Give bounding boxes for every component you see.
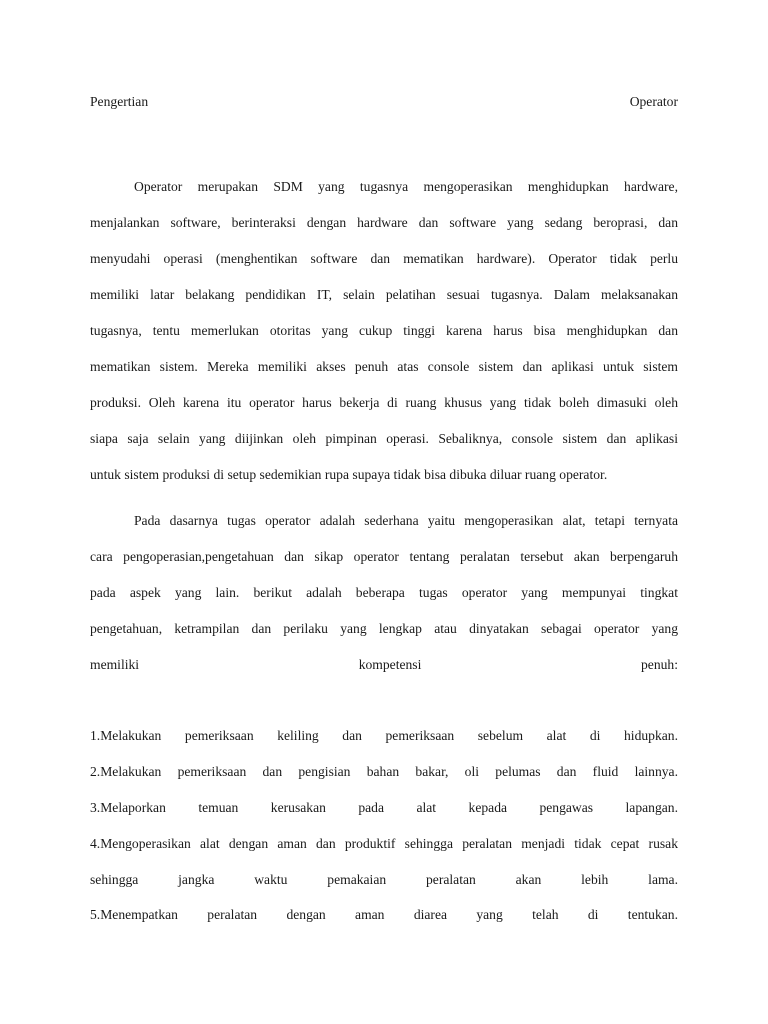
paragraph1-line: mematikan sistem. Mereka memiliki akses penuh atas console sistem dan aplikasi untuk sistem [90,359,678,374]
paragraph1-line: memiliki latar belakang pendidikan IT, selain pelatihan sesuai tugasnya. Dalam melaksanakan [90,287,678,302]
paragraph1-line: siapa saja selain yang diijinkan oleh pimpinan operasi. Sebaliknya, console sistem dan aplikasi [90,431,678,446]
heading-left: Pengertian [90,94,149,109]
paragraph2-line: cara pengoperasian,pengetahuan dan sikap operator tentang peralatan tersebut akan berpengaruh [90,549,678,564]
paragraph1-line: Operator merupakan SDM yang tugasnya mengoperasikan menghidupkan hardware, [134,179,678,194]
paragraph2-line: Pada dasarnya tugas operator adalah sederhana yaitu mengoperasikan alat, tetapi ternyata [134,513,678,528]
paragraph2-line: memiliki kompetensi penuh: [90,657,678,672]
heading-row [90,93,678,111]
list-item: 5.Menempatkan peralatan dengan aman diarea yang telah di tentukan. [90,907,678,922]
paragraph1-line: produksi. Oleh karena itu operator harus bekerja di ruang khusus yang tidak boleh dimasuki oleh [90,395,678,410]
list-item: 4.Mengoperasikan alat dengan aman dan produktif sehingga peralatan menjadi tidak cepat rusak [90,836,678,851]
paragraph2-line: pada aspek yang lain. berikut adalah beberapa tugas operator yang mempunyai tingkat [90,585,678,600]
paragraph1-line: menjalankan software, berinteraksi dengan hardware dan software yang sedang beroprasi, dan [90,215,678,230]
paragraph1-line: tugasnya, tentu memerlukan otoritas yang cukup tinggi karena harus bisa menghidupkan dan [90,323,678,338]
list-item: 3.Melaporkan temuan kerusakan pada alat kepada pengawas lapangan. [90,800,678,815]
list-item: 2.Melakukan pemeriksaan dan pengisian bahan bakar, oli pelumas dan fluid lainnya. [90,764,678,779]
list-item: 1.Melakukan pemeriksaan keliling dan pemeriksaan sebelum alat di hidupkan. [90,728,678,743]
paragraph1-line: menyudahi operasi (menghentikan software dan mematikan hardware). Operator tidak perlu [90,251,678,266]
paragraph1-line: untuk sistem produksi di setup sedemikian rupa supaya tidak bisa dibuka diluar ruang operator. [90,467,608,482]
heading-right: Operator [629,94,678,109]
list-item: sehingga jangka waktu pemakaian peralatan akan lebih lama. [90,872,678,887]
paragraph2-line: pengetahuan, ketrampilan dan perilaku yang lengkap atau dinyatakan sebagai operator yang [90,621,678,636]
